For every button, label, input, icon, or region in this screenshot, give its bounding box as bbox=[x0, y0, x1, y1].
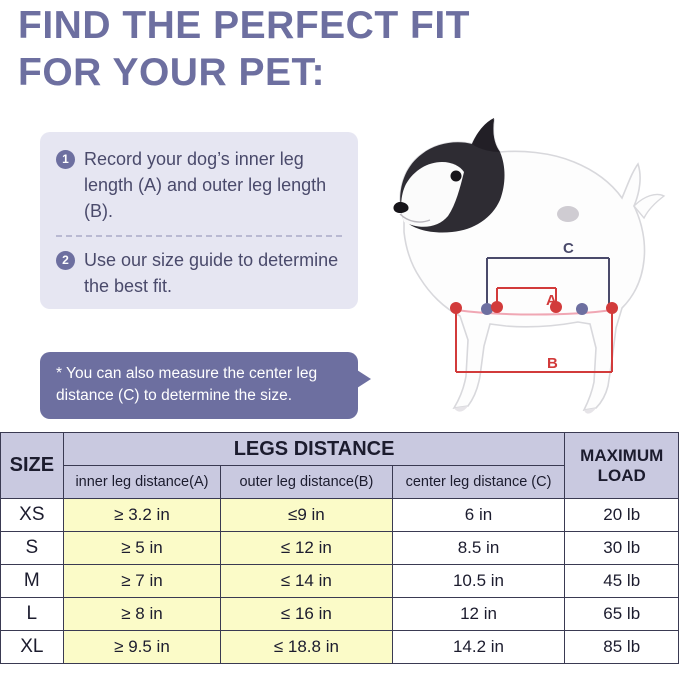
table-header-row-1 bbox=[1, 433, 679, 466]
cell-max-load: 45 lb bbox=[565, 565, 679, 598]
cell-outer: ≤ 14 in bbox=[221, 565, 392, 598]
cell-max-load: 30 lb bbox=[565, 532, 679, 565]
cell-inner: ≥ 9.5 in bbox=[63, 631, 221, 664]
header-outer-leg-distance: outer leg distance(B) bbox=[221, 466, 392, 499]
cell-max-load: 20 lb bbox=[565, 499, 679, 532]
cell-center: 8.5 in bbox=[392, 532, 565, 565]
table-row bbox=[1, 565, 679, 598]
page-title-line-1: FIND THE PERFECT FIT bbox=[18, 4, 470, 47]
header-inner-leg-distance: inner leg distance(A) bbox=[63, 466, 221, 499]
page-title bbox=[18, 2, 658, 96]
step-2-number: 2 bbox=[56, 251, 75, 270]
cell-inner: ≥ 8 in bbox=[63, 598, 221, 631]
dog-diagram bbox=[360, 110, 679, 425]
step-2-text: Use our size guide to determine the best fit. bbox=[84, 250, 339, 296]
cell-inner: ≥ 5 in bbox=[63, 532, 221, 565]
measurement-label-a: A bbox=[546, 292, 557, 309]
size-table bbox=[0, 432, 679, 664]
cell-center: 12 in bbox=[392, 598, 565, 631]
cell-max-load: 65 lb bbox=[565, 598, 679, 631]
step-1-number: 1 bbox=[56, 150, 75, 169]
instruction-step-2 bbox=[56, 247, 342, 299]
table-row bbox=[1, 631, 679, 664]
instructions-card bbox=[40, 132, 358, 309]
cell-outer: ≤ 16 in bbox=[221, 598, 392, 631]
table-row bbox=[1, 598, 679, 631]
cell-outer: ≤ 12 in bbox=[221, 532, 392, 565]
step-1-text: Record your dog’s inner leg length (A) and outer leg length (B). bbox=[84, 149, 327, 221]
cell-max-load: 85 lb bbox=[565, 631, 679, 664]
measurement-label-b: B bbox=[547, 355, 558, 372]
cell-outer: ≤9 in bbox=[221, 499, 392, 532]
cell-outer: ≤ 18.8 in bbox=[221, 631, 392, 664]
header-legs-distance: LEGS DISTANCE bbox=[63, 433, 565, 466]
cell-size: XL bbox=[1, 631, 64, 664]
dog-illustration bbox=[360, 110, 679, 425]
measurement-label-c: C bbox=[563, 240, 574, 257]
header-size: SIZE bbox=[1, 433, 64, 499]
cell-center: 14.2 in bbox=[392, 631, 565, 664]
page-title-line-2: FOR YOUR PET: bbox=[18, 51, 325, 94]
cell-inner: ≥ 3.2 in bbox=[63, 499, 221, 532]
cell-size: M bbox=[1, 565, 64, 598]
cell-inner: ≥ 7 in bbox=[63, 565, 221, 598]
instruction-step-1 bbox=[56, 146, 342, 224]
note-bubble: * You can also measure the center leg distance (C) to determine the size. bbox=[40, 352, 358, 419]
cell-size: S bbox=[1, 532, 64, 565]
cell-center: 6 in bbox=[392, 499, 565, 532]
table-row bbox=[1, 532, 679, 565]
card-divider bbox=[56, 235, 342, 237]
table-row bbox=[1, 499, 679, 532]
header-center-leg-distance: center leg distance (C) bbox=[392, 466, 565, 499]
header-maximum-load: MAXIMUM LOAD bbox=[565, 433, 679, 499]
cell-size: XS bbox=[1, 499, 64, 532]
cell-size: L bbox=[1, 598, 64, 631]
cell-center: 10.5 in bbox=[392, 565, 565, 598]
